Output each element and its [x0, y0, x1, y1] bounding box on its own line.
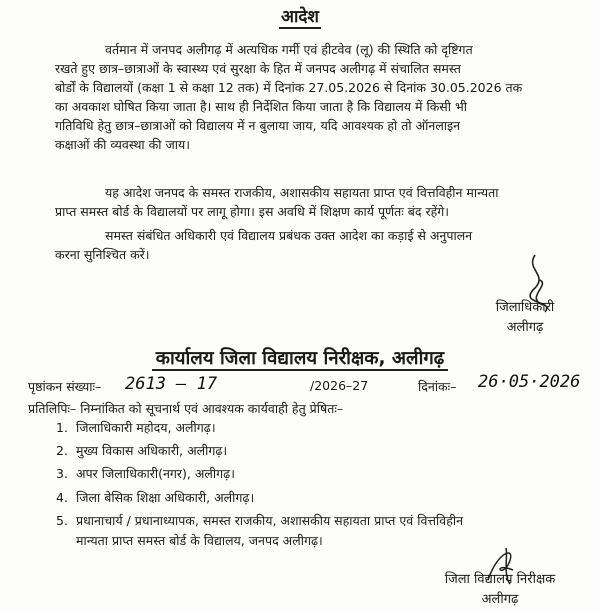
p1-line-1: वर्तमान में जनपद अलीगढ़ में अत्यधिक गर्मी एवं हीटवेव (लू) की स्थिति को दृष्टिगत — [105, 42, 473, 57]
copy-to-intro: प्रतिलिपिः– निम्नांकित को सूचनार्थ एवं आवश्यक कार्यवाही हेतु प्रेषितः– — [28, 401, 344, 416]
list-item-text: जिला बेसिक शिक्षा अधिकारी, अलीगढ़। — [76, 490, 255, 505]
office-heading-text: कार्यालय जिला विद्यालय निरीक्षक, अलीगढ़ — [152, 348, 448, 371]
list-item-number: 1. — [56, 420, 68, 435]
signature-block-2 — [415, 570, 585, 610]
reference-date: 26·05·2026 — [478, 372, 581, 392]
list-item-text: प्रधानाचार्य / प्रधानाध्यापक, समस्त राजकीय, अशासकीय सहायता प्राप्त एवं वित्तविहीन — [76, 513, 464, 528]
p1-line-2: रखते हुए छात्र–छात्राओं के स्वास्थ्य एवं सुरक्षा के हित में जनपद अलीगढ़ में संचालित समस्त — [55, 61, 461, 76]
paragraph-3 — [55, 226, 580, 264]
reference-year: /2026–27 — [310, 378, 369, 393]
order-title — [0, 4, 600, 27]
p1-line-4: का अवकाश घोषित किया जाता है। साथ ही निर्देशित किया जाता है कि विद्यालय में किसी भी — [55, 99, 467, 114]
p2-line-2: प्राप्त समस्त बोर्ड के विद्यालयों पर लागू होगा। इस अवधि में शिक्षण कार्य पूर्णतः बंद रहेंगे। — [55, 204, 450, 219]
reference-label: पृष्ठांकन संख्याः– — [28, 379, 102, 394]
p1-line-5: गतिविधि हेतु छात्र–छात्राओं को विद्यालय में न बुलाया जाय, यदि आवश्यक हो तो ऑनलाइन — [55, 118, 461, 133]
list-item-number: 3. — [56, 466, 68, 481]
date-label: दिनांकः– — [418, 379, 457, 394]
list-item-number: 4. — [56, 490, 68, 505]
list-item-number: 2. — [56, 443, 68, 458]
paragraph-1 — [55, 40, 580, 154]
order-title-text: आदेश — [281, 7, 319, 27]
reference-number: 2613 – 17 — [125, 374, 218, 394]
p3-line-1: समस्त संबंधित अधिकारी एवं विद्यालय प्रबंधक उक्त आदेश का कड़ाई से अनुपालन — [105, 228, 473, 243]
p2-line-1: यह आदेश जनपद के समस्त राजकीय, अशासकीय सहायता प्राप्त एवं वित्तविहीन मान्यता — [105, 185, 499, 200]
list-item-text: जिलाधिकारी महोदय, अलीगढ़। — [76, 420, 216, 435]
signature-1-designation: जिलाधिकारी — [495, 300, 555, 315]
p1-line-6: कक्षाओं की व्यवस्था की जाय। — [55, 137, 190, 152]
office-heading — [0, 345, 600, 370]
signature-1-place: अलीगढ़ — [506, 320, 544, 335]
p1-line-3: बोर्डों के विद्यालयों (कक्षा 1 से कक्षा 12 तक) में दिनांक 27.05.2026 से दिनांक 30.05.2026 तक — [55, 80, 523, 95]
p3-line-2: करना सुनिश्चित करें। — [55, 247, 150, 262]
signature-2-place: अलीगढ़ — [481, 592, 519, 607]
list-item-text: मुख्य विकास अधिकारी, अलीगढ़। — [76, 443, 228, 458]
list-item-text: मान्यता प्राप्त समस्त बोर्ड के विद्यालय, जनपद अलीगढ़। — [76, 533, 323, 548]
list-item-number: 5. — [56, 513, 68, 528]
list-item-text: अपर जिलाधिकारी(नगर), अलीगढ़। — [76, 466, 235, 481]
paragraph-2 — [55, 183, 580, 221]
signature-block-1 — [470, 298, 580, 338]
signature-2-designation: जिला विद्यालय निरीक्षक — [444, 572, 556, 587]
